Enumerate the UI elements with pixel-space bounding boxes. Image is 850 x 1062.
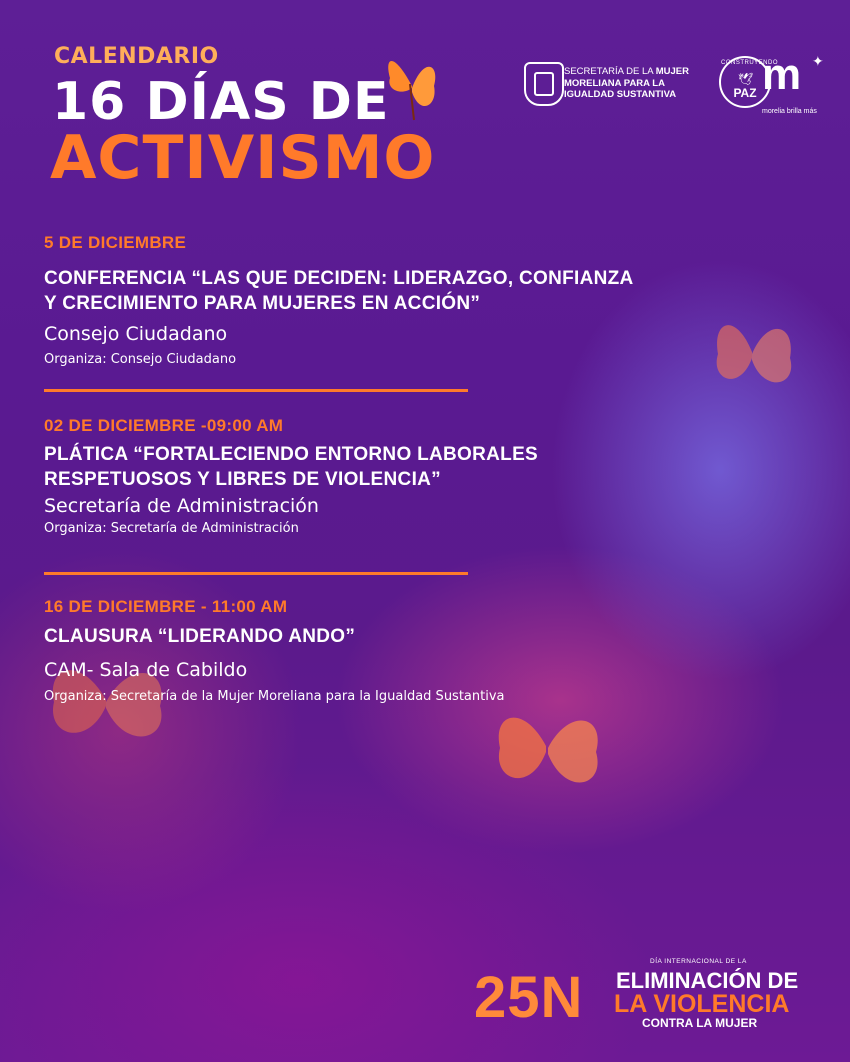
sparkle-icon: ✦ [812, 54, 824, 70]
morelia-slogan: morelia brilla más [762, 108, 817, 115]
dove-icon: 🕊 [738, 72, 754, 86]
event-date: 5 DE DICIEMBRE [44, 233, 187, 252]
event-venue: Consejo Ciudadano [44, 323, 228, 345]
butterfly-icon [488, 690, 608, 806]
event-venue: Secretaría de Administración [44, 495, 319, 517]
butterfly-icon [706, 302, 798, 406]
title-line1: 16 DÍAS DE [52, 72, 390, 132]
municipal-seal-icon [524, 62, 564, 106]
event-date: 16 DE DICIEMBRE - 11:00 AM [44, 597, 288, 616]
event-title: CLAUSURA “LIDERANDO ANDO” [44, 626, 356, 647]
calendar-label: CALENDARIO [54, 44, 219, 69]
butterfly-icon [384, 46, 440, 130]
partner-logos [524, 50, 824, 116]
morelia-logo: m [762, 50, 802, 99]
campaign-badge: 25N [474, 965, 584, 1030]
title-line2: ACTIVISMO [50, 123, 436, 193]
divider [44, 389, 468, 392]
event-title: PLÁTICA “FORTALECIENDO ENTORNO LABORALES RESPETUOSOS Y LIBRES DE VIOLENCIA” [44, 444, 539, 490]
event-venue: CAM- Sala de Cabildo [44, 659, 248, 681]
event-date: 02 DE DICIEMBRE -09:00 AM [44, 416, 284, 435]
campaign-line3: CONTRA LA MUJER [642, 1016, 758, 1030]
construyendo-paz-logo: CONSTRUYENDO 🕊 PAZ [719, 56, 771, 108]
event-organizer: Organiza: Consejo Ciudadano [44, 352, 237, 367]
secretaria-logo-text: SECRETARÍA DE LA MUJER MORELIANA PARA LA IGUALDAD SUSTANTIVA [564, 66, 689, 100]
divider [44, 572, 468, 575]
campaign-line1: ELIMINACIÓN DE [616, 968, 799, 993]
event-title: CONFERENCIA “LAS QUE DECIDEN: LIDERAZGO, CONFIANZA Y CRECIMIENTO PARA MUJERES EN ACCIÓN” [44, 268, 634, 314]
campaign-line2: LA VIOLENCIA [614, 990, 790, 1018]
campaign-small-text: DÍA INTERNACIONAL DE LA [650, 958, 747, 965]
event-organizer: Organiza: Secretaría de la Mujer Moreliana para la Igualdad Sustantiva [44, 689, 505, 704]
event-organizer: Organiza: Secretaría de Administración [44, 521, 299, 536]
